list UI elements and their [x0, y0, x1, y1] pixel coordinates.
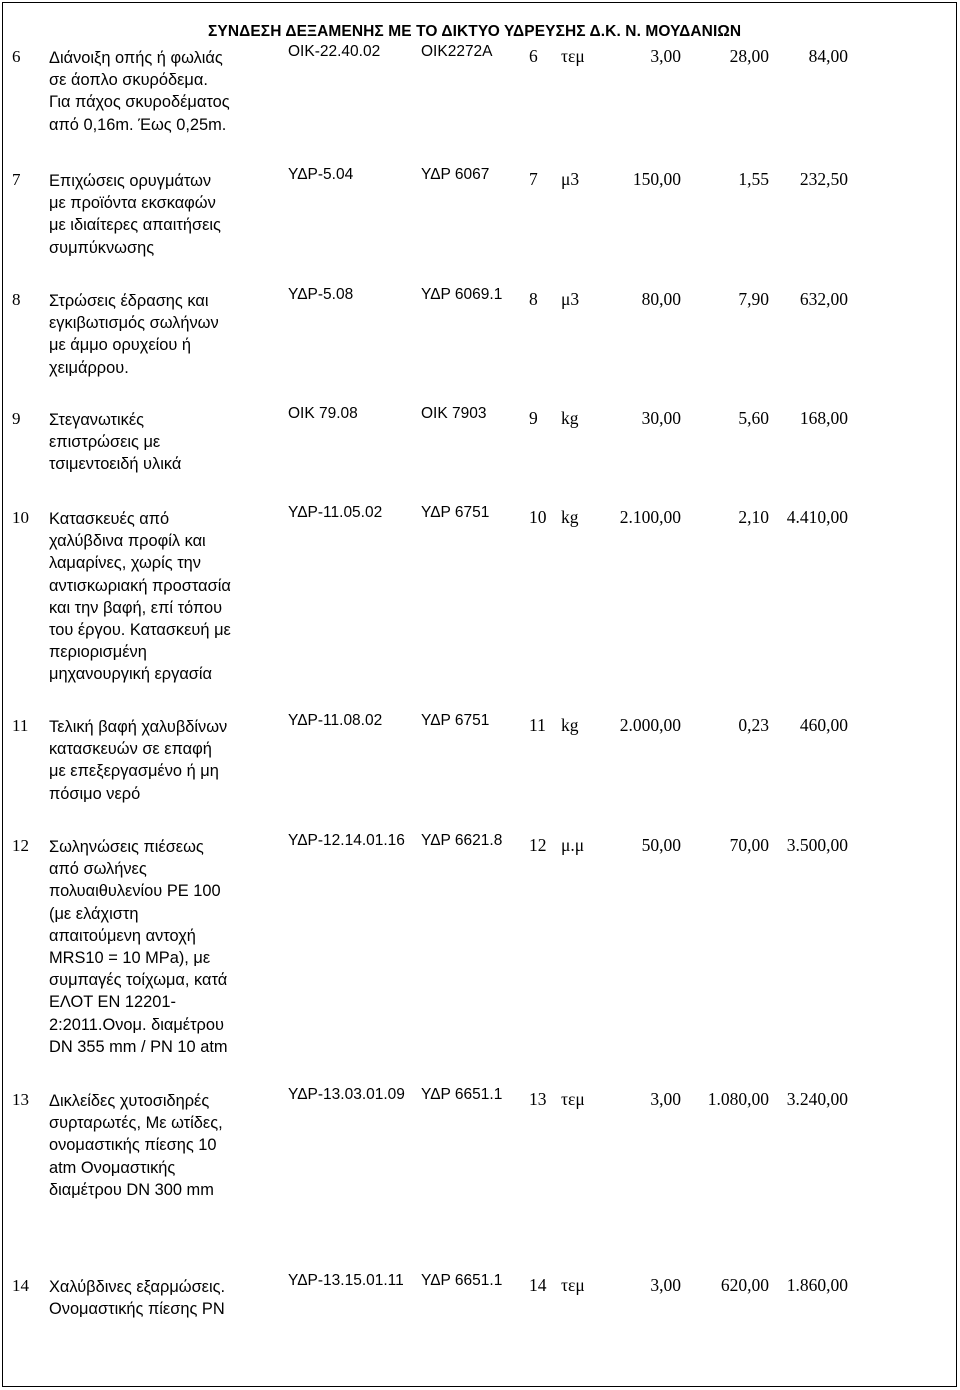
item-total: 232,50: [799, 169, 848, 189]
item-total: 168,00: [799, 408, 848, 428]
item-number: 9: [12, 409, 21, 428]
item-description-line: εγκιβωτισμός σωλήνων: [49, 314, 219, 333]
item-description-line: του έργου. Κατασκευή με: [49, 621, 231, 640]
item-article-code: ΥΔΡ-11.08.02: [288, 712, 383, 729]
item-unit-price: 1,55: [738, 169, 769, 189]
item-description-line: απαιτούμενη αντοχή: [49, 926, 196, 945]
item-description-line: συμπύκνωσης: [49, 238, 155, 257]
item-number: 8: [12, 290, 21, 309]
item-description-line: περιορισμένη: [49, 643, 147, 662]
item-quantity: 150,00: [632, 169, 681, 189]
item-description-line: με προϊόντα εκσκαφών: [49, 194, 216, 213]
item-description: [46, 47, 286, 136]
item-position: 9: [529, 408, 538, 428]
item-description-line: χαλύβδινα προφίλ και: [49, 532, 206, 551]
item-description: [46, 716, 286, 805]
item-article-code: ΟΙΚ-22.40.02: [288, 43, 381, 60]
item-description: [46, 290, 286, 379]
item-position: 7: [529, 169, 538, 189]
item-unit-price: 2,10: [738, 507, 769, 527]
item-description-line: 2:2011.Ονομ. διαμέτρου: [49, 1015, 224, 1034]
item-reference-code: ΥΔΡ 6751: [421, 712, 490, 729]
item-total: 84,00: [808, 46, 848, 66]
item-description-line: ονομαστικής πίεσης 10: [49, 1136, 217, 1155]
item-description-line: με ιδιαίτερες απαιτήσεις: [49, 216, 221, 235]
item-total: 632,00: [799, 289, 848, 309]
item-article-code: ΥΔΡ-5.08: [288, 286, 354, 303]
item-description-line: από 0,16m. Έως 0,25m.: [49, 115, 227, 134]
item-description-line: πολυαιθυλενίου PE 100: [49, 882, 221, 901]
item-total: 3.500,00: [786, 835, 848, 855]
item-position: 11: [529, 715, 546, 735]
item-description-line: Επιχώσεις ορυγμάτων: [49, 172, 212, 190]
item-description-line: Τελική βαφή χαλυβδίνων: [49, 718, 228, 736]
item-reference-code: ΟΙΚ 7903: [421, 405, 487, 422]
item-description-line: με επεξεργασμένο ή μη: [49, 762, 219, 781]
item-description: [46, 1276, 286, 1320]
item-unit-price: 620,00: [720, 1275, 769, 1295]
item-description-line: Χαλύβδινες εξαρμώσεις.: [49, 1278, 226, 1296]
item-description-line: DN 355 mm / PN 10 atm: [49, 1037, 228, 1056]
item-unit: τεμ: [561, 1089, 585, 1109]
item-quantity: 3,00: [650, 46, 681, 66]
item-position: 10: [529, 507, 547, 527]
item-position: 12: [529, 835, 547, 855]
item-description-line: και την βαφή, επί τόπου: [49, 598, 223, 617]
item-reference-code: ΥΔΡ 6651.1: [421, 1086, 503, 1103]
item-description-line: πόσιμο νερό: [49, 784, 141, 803]
item-unit: τεμ: [561, 46, 585, 66]
item-number: 7: [12, 170, 21, 189]
item-description-line: atm Ονομαστικής: [49, 1158, 176, 1177]
item-description-line: Σωληνώσεις πιέσεως: [49, 838, 204, 856]
item-unit: kg: [561, 507, 579, 527]
item-quantity: 2.000,00: [619, 715, 681, 735]
item-description-line: από σωλήνες: [49, 860, 147, 879]
item-description: [46, 836, 286, 1058]
item-position: 13: [529, 1089, 547, 1109]
item-description-line: MRS10 = 10 MPa), με: [49, 949, 211, 968]
item-number: 11: [12, 716, 29, 735]
item-article-code: ΥΔΡ-13.03.01.09: [288, 1086, 405, 1103]
item-number: 13: [12, 1090, 29, 1109]
item-quantity: 3,00: [650, 1275, 681, 1295]
item-quantity: 3,00: [650, 1089, 681, 1109]
item-position: 8: [529, 289, 538, 309]
item-unit: μ3: [561, 289, 580, 309]
item-description-line: ΕΛΟΤ ΕΝ 12201-: [49, 993, 176, 1012]
item-number: 6: [12, 47, 21, 66]
item-quantity: 2.100,00: [619, 507, 681, 527]
item-description-line: αντισκωριακή προστασία: [49, 576, 231, 595]
item-number: 12: [12, 836, 29, 855]
item-unit-price: 28,00: [729, 46, 769, 66]
item-reference-code: ΥΔΡ 6069.1: [421, 286, 503, 303]
item-description-line: λαμαρίνες, χωρίς την: [49, 554, 201, 573]
item-quantity: 30,00: [641, 408, 681, 428]
item-description-line: συρταρωτές, Με ωτίδες,: [49, 1114, 223, 1133]
item-reference-code: ΥΔΡ 6067: [421, 166, 490, 183]
item-article-code: ΥΔΡ-5.04: [288, 166, 354, 183]
item-unit-price: 1.080,00: [707, 1089, 769, 1109]
item-article-code: ΥΔΡ-13.15.01.11: [288, 1272, 404, 1289]
item-description: [46, 170, 286, 259]
item-description-line: κατασκευών σε επαφή: [49, 740, 212, 759]
item-description-line: συμπαγές τοίχωμα, κατά: [49, 971, 228, 990]
item-description-line: Ονομαστικής πίεσης PN: [49, 1300, 225, 1319]
item-description-line: Στεγανωτικές: [49, 411, 145, 429]
item-description-line: Κατασκευές από: [49, 510, 170, 528]
item-description: [46, 1090, 286, 1201]
item-reference-code: ΟΙΚ2272Α: [421, 43, 493, 60]
item-number: 10: [12, 508, 29, 527]
item-description-line: Διάνοιξη οπής ή φωλιάς: [49, 49, 223, 67]
item-quantity: 50,00: [641, 835, 681, 855]
item-description-line: τσιμεντοειδή υλικά: [49, 455, 182, 474]
item-unit: kg: [561, 408, 579, 428]
item-unit-price: 5,60: [738, 408, 769, 428]
item-unit-price: 70,00: [729, 835, 769, 855]
item-reference-code: ΥΔΡ 6751: [421, 504, 490, 521]
item-reference-code: ΥΔΡ 6651.1: [421, 1272, 503, 1289]
item-total: 3.240,00: [786, 1089, 848, 1109]
item-unit: kg: [561, 715, 579, 735]
item-total: 460,00: [799, 715, 848, 735]
item-unit: μ3: [561, 169, 580, 189]
item-position: 6: [529, 46, 538, 66]
item-article-code: ΥΔΡ-11.05.02: [288, 504, 383, 521]
item-description: [46, 409, 286, 476]
item-description-line: Δικλείδες χυτοσιδηρές: [49, 1092, 210, 1110]
item-quantity: 80,00: [641, 289, 681, 309]
item-description-line: σε άοπλο σκυρόδεμα.: [49, 71, 208, 90]
item-description-line: Στρώσεις έδρασης και: [49, 292, 209, 310]
item-total: 4.410,00: [786, 507, 848, 527]
document-page: [2, 2, 957, 1387]
item-reference-code: ΥΔΡ 6621.8: [421, 832, 503, 849]
item-article-code: ΟΙΚ 79.08: [288, 405, 358, 422]
item-unit-price: 0,23: [738, 715, 769, 735]
item-description-line: (με ελάχιστη: [49, 904, 139, 923]
item-unit-price: 7,90: [738, 289, 769, 309]
item-unit: τεμ: [561, 1275, 585, 1295]
item-description-line: χειμάρρου.: [49, 358, 129, 377]
item-article-code: ΥΔΡ-12.14.01.16: [288, 832, 405, 849]
item-number: 14: [12, 1276, 29, 1295]
item-description-line: με άμμο ορυχείου ή: [49, 336, 192, 355]
item-position: 14: [529, 1275, 547, 1295]
document-header-title: ΣΥΝΔΕΣΗ ΔΕΞΑΜΕΝΗΣ ΜΕ ΤΟ ΔΙΚΤΥΟ ΥΔΡΕΥΣΗΣ Δ.Κ. Ν. ΜΟΥΔΑΝΙΩΝ: [208, 23, 742, 40]
item-description-line: Για πάχος σκυροδέματος: [49, 93, 230, 112]
item-unit: μ.μ: [561, 835, 585, 855]
item-total: 1.860,00: [786, 1275, 848, 1295]
item-description-line: μηχανουργική εργασία: [49, 665, 213, 684]
item-description: [46, 508, 286, 686]
item-description-line: επιστρώσεις με: [49, 433, 161, 452]
item-description-line: διαμέτρου DN 300 mm: [49, 1180, 214, 1199]
